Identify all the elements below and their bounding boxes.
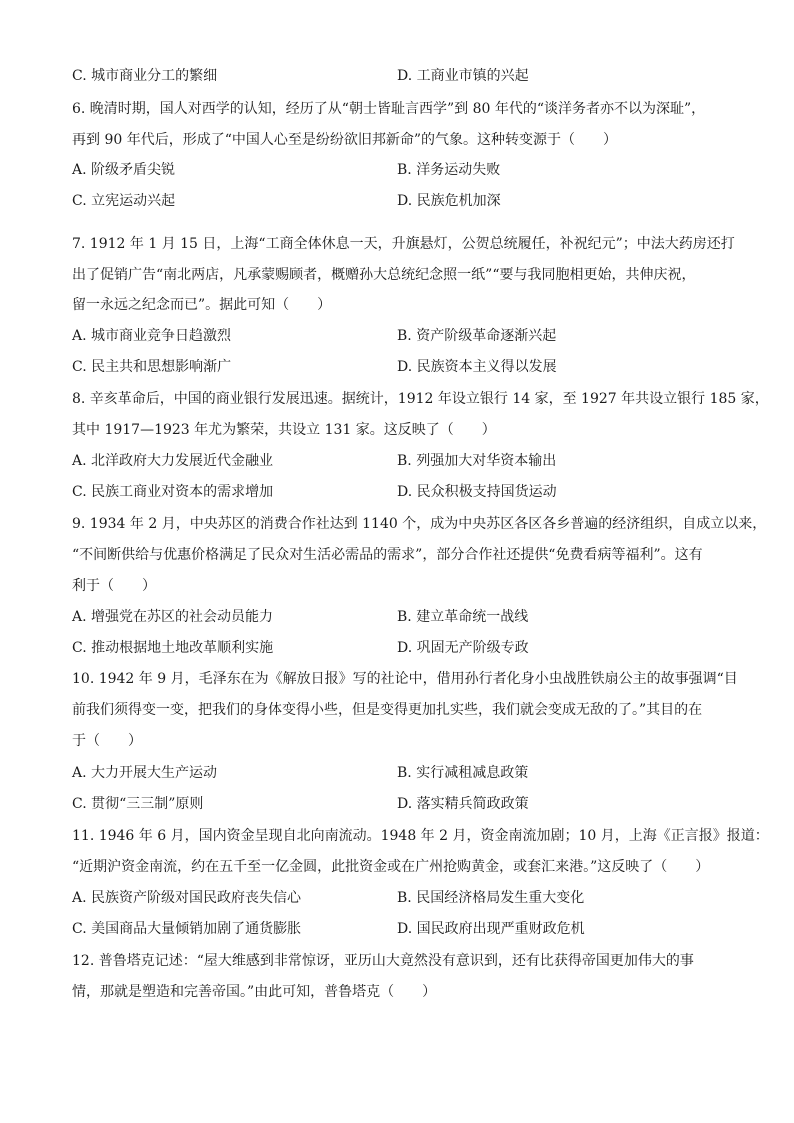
q7-stem-line-3: 留一永远之纪念而已”。据此可知（ ）: [72, 297, 332, 313]
q9-option-d: D. 巩固无产阶级专政: [397, 640, 529, 656]
q6-option-a: A. 阶级矛盾尖锐: [72, 162, 176, 178]
q10-option-c: C. 贯彻“三三制”原则: [72, 796, 204, 812]
q7-option-b: B. 资产阶级革命逐渐兴起: [397, 328, 557, 344]
q9-option-b: B. 建立革命统一战线: [397, 609, 529, 625]
q10-option-a: A. 大力开展大生产运动: [72, 765, 218, 781]
q9-stem-line-3: 利于（ ）: [72, 578, 156, 594]
q8-option-b: B. 列强加大对华资本输出: [397, 453, 557, 469]
q9-option-c: C. 推动根据地土地改革顺利实施: [72, 640, 274, 656]
q11-stem-line-2: “近期沪资金南流，约在五千至一亿金圆，此批资金或在广州抢购黄金，或套汇来港。”这反映了（ ）: [72, 859, 710, 875]
q11-option-d: D. 国民政府出现严重财政危机: [397, 921, 585, 937]
q10-option-d: D. 落实精兵简政政策: [397, 796, 529, 812]
q8-option-c: C. 民族工商业对资本的需求增加: [72, 484, 274, 500]
q12-stem-line-2: 情，那就是塑造和完善帝国。”由此可知，普鲁塔克（ ）: [72, 984, 437, 1000]
q12-stem-line-1: 12. 普鲁塔克记述：“屋大维感到非常惊讶，亚历山大竟然没有意识到，还有比获得帝国更加伟大的事: [72, 953, 694, 969]
q10-stem-line-3: 于（ ）: [72, 733, 142, 749]
q6-option-b: B. 洋务运动失败: [397, 162, 501, 178]
q9-option-a: A. 增强党在苏区的社会动员能力: [72, 609, 274, 625]
q6-option-d: D. 民族危机加深: [397, 193, 501, 209]
q8-option-a: A. 北洋政府大力发展近代金融业: [72, 453, 274, 469]
q10-option-b: B. 实行减租减息政策: [397, 765, 529, 781]
q8-stem-line-1: 8. 辛亥革命后，中国的商业银行发展迅速。据统计，1912 年设立银行 14 家，至 1927 年共设立银行 185 家，: [72, 391, 769, 407]
q10-stem-line-1: 10. 1942 年 9 月，毛泽东在为《解放日报》写的社论中，借用孙行者化身小虫战胜铁扇公主的故事强调“目: [72, 671, 738, 687]
q9-stem-line-1: 9. 1934 年 2 月，中央苏区的消费合作社达到 1140 个，成为中央苏区各区各乡普遍的经济组织，自成立以来，: [72, 516, 767, 532]
q8-option-d: D. 民众积极支持国货运动: [397, 484, 557, 500]
q11-option-c: C. 美国商品大量倾销加剧了通货膨胀: [72, 921, 302, 937]
q7-option-a: A. 城市商业竞争日趋激烈: [72, 328, 232, 344]
q6-stem-line-1: 6. 晚清时期，国人对西学的认知，经历了从“朝士皆耻言西学”到 80 年代的“谈洋务者亦不以为深耻”，: [72, 101, 706, 117]
q7-stem-line-1: 7. 1912 年 1 月 15 日，上海“工商全体休息一天，升旗悬灯，公贺总统履任，补祝纪元”；中法大药房还打: [72, 236, 735, 252]
q6-option-c: C. 立宪运动兴起: [72, 193, 176, 209]
q11-stem-line-1: 11. 1946 年 6 月，国内资金呈现自北向南流动。1948 年 2 月，资金南流加剧；10 月，上海《正言报》报道：: [72, 828, 769, 844]
q7-stem-line-2: 出了促销广告“南北两店，凡承蒙赐顾者，概赠孙大总统纪念照一纸”“要与我同胞相更始，共伸庆祝，: [72, 267, 696, 283]
q5-option-c: C. 城市商业分工的繁细: [72, 68, 218, 84]
q7-option-d: D. 民族资本主义得以发展: [397, 359, 557, 375]
q11-option-a: A. 民族资产阶级对国民政府丧失信心: [72, 890, 302, 906]
q11-option-b: B. 民国经济格局发生重大变化: [397, 890, 585, 906]
q7-option-c: C. 民主共和思想影响渐广: [72, 359, 232, 375]
q5-option-d: D. 工商业市镇的兴起: [397, 68, 529, 84]
q10-stem-line-2: 前我们须得变一变，把我们的身体变得小些，但是变得更加扎实些，我们就会变成无敌的了。”其目的在: [72, 702, 703, 718]
q8-stem-line-2: 其中 1917—1923 年尤为繁荣，共设立 131 家。这反映了（ ）: [72, 422, 496, 438]
q6-stem-line-2: 再到 90 年代后，形成了“中国人心至是纷纷欲旧邦新命”的气象。这种转变源于（ ）: [72, 132, 618, 148]
q9-stem-line-2: “不间断供给与优惠价格满足了民众对生活必需品的需求”，部分合作社还提供“免费看病等福利”。这有: [72, 547, 703, 563]
